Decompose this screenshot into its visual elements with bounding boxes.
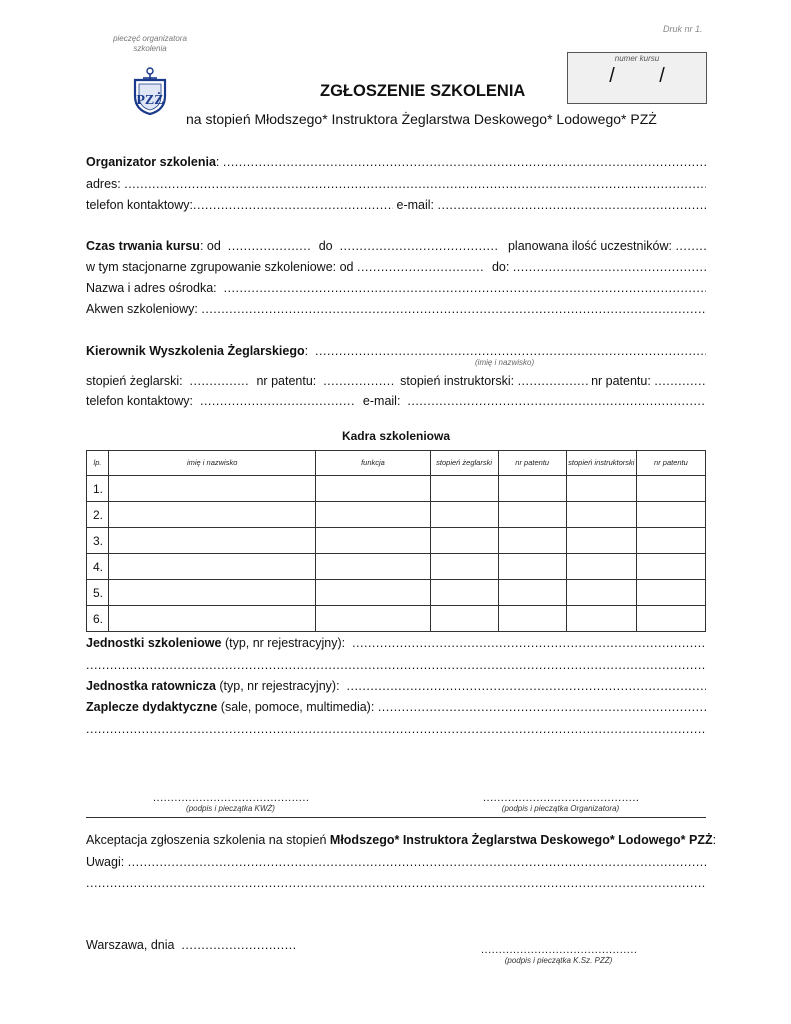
table-row	[87, 476, 706, 502]
cell-patent[interactable]	[498, 554, 566, 580]
org-contact-row[interactable]	[86, 198, 706, 215]
col-patent: nr patentu	[498, 451, 566, 476]
cell-name[interactable]	[109, 528, 316, 554]
training-units-field-2[interactable]	[86, 658, 706, 675]
cell-instructor-degree[interactable]	[566, 528, 636, 554]
table-row	[87, 554, 706, 580]
duration-from-field[interactable]	[228, 239, 312, 256]
staff-title: Kadra szkoleniowa	[341, 429, 451, 443]
cell-patent[interactable]	[498, 528, 566, 554]
col-sailing-degree: stopień żeglarski	[430, 451, 498, 476]
stationary-row[interactable]	[86, 260, 706, 277]
cell-sailing-degree[interactable]	[430, 528, 498, 554]
staff-header-row	[87, 451, 706, 476]
acceptance-line	[86, 833, 716, 847]
rescue-unit-hint: (typ, nr rejestracyjny):	[215, 679, 340, 693]
center-label: Nazwa i adres ośrodka:	[86, 281, 217, 295]
org-phone-label: telefon kontaktowy:	[86, 198, 194, 212]
table-row	[87, 606, 706, 632]
cell-patent[interactable]	[498, 580, 566, 606]
water-label: Akwen szkoleniowy:	[86, 302, 198, 316]
cell-patent-2[interactable]	[636, 502, 705, 528]
cell-name[interactable]	[109, 554, 316, 580]
water-row[interactable]	[86, 302, 706, 319]
acceptance-suffix: :	[712, 833, 717, 847]
pzz-logo-icon	[131, 66, 169, 116]
cell-patent-2[interactable]	[636, 606, 705, 632]
cell-function[interactable]	[316, 502, 430, 528]
organizer-label: Organizator szkolenia	[86, 155, 216, 169]
didactic-row[interactable]	[86, 700, 706, 717]
organizer-row[interactable]	[86, 155, 706, 172]
planned-field[interactable]	[675, 239, 706, 256]
col-lp: lp.	[87, 451, 109, 476]
duration-to-field[interactable]	[340, 239, 498, 256]
cell-name[interactable]	[109, 502, 316, 528]
cell-instructor-degree[interactable]	[566, 580, 636, 606]
manager-contact-row[interactable]	[86, 394, 706, 411]
acceptance-degree: Młodszego* Instruktora Żeglarstwa Deskowego* Lodowego* PZŻ	[329, 833, 713, 847]
org-phone-field[interactable]	[193, 198, 393, 215]
org-email-field[interactable]	[438, 198, 707, 215]
manager-email-field[interactable]	[407, 394, 706, 411]
signature-kszpzz[interactable]	[481, 938, 636, 965]
signature-kwz-label: (podpis i pieczątka KWŻ)	[186, 804, 275, 813]
duration-from-label: : od	[199, 239, 221, 253]
cell-instructor-degree[interactable]	[566, 606, 636, 632]
instructor-degree-field[interactable]	[518, 374, 588, 391]
cell-instructor-degree[interactable]	[566, 476, 636, 502]
cell-patent[interactable]	[498, 502, 566, 528]
signature-organizer-label: (podpis i pieczątka Organizatora)	[501, 804, 620, 813]
stamp-label	[100, 34, 200, 54]
address-label: adres:	[86, 177, 121, 191]
patent-label-2: nr patentu:	[591, 374, 651, 388]
cell-lp: 6.	[87, 606, 109, 632]
manager-row[interactable]	[86, 344, 706, 361]
duration-row[interactable]	[86, 239, 706, 256]
cell-lp: 3.	[87, 528, 109, 554]
signature-kszpzz-line[interactable]	[481, 944, 636, 956]
cell-lp: 4.	[87, 554, 109, 580]
remarks-field[interactable]	[128, 855, 706, 872]
cell-patent-2[interactable]	[636, 528, 705, 554]
manager-label: Kierownik Wyszkolenia Żeglarskiego	[86, 344, 305, 358]
cell-lp: 5.	[87, 580, 109, 606]
cell-patent-2[interactable]	[636, 580, 705, 606]
training-units-row-2[interactable]	[86, 658, 706, 675]
training-units-label: Jednostki szkoleniowe	[86, 636, 222, 650]
didactic-row-2[interactable]	[86, 722, 706, 739]
cell-function[interactable]	[316, 606, 430, 632]
patent-label-1: nr patentu:	[256, 374, 317, 388]
address-row[interactable]	[86, 177, 706, 194]
cell-lp: 1.	[87, 476, 109, 502]
duration-to-label: do	[318, 239, 333, 253]
remarks-field-2[interactable]	[86, 876, 706, 893]
cell-patent-2[interactable]	[636, 554, 705, 580]
cell-function[interactable]	[316, 528, 430, 554]
organizer-colon: :	[215, 155, 220, 169]
cell-name[interactable]	[109, 476, 316, 502]
section-divider	[86, 817, 706, 818]
remarks-label: Uwagi:	[86, 855, 125, 869]
manager-colon: :	[304, 344, 309, 358]
training-units-field[interactable]	[352, 636, 706, 653]
cell-sailing-degree[interactable]	[430, 606, 498, 632]
cell-instructor-degree[interactable]	[566, 554, 636, 580]
address-field[interactable]	[124, 177, 706, 194]
duration-label: Czas trwania kursu	[86, 239, 200, 253]
signature-kwz[interactable]	[153, 786, 308, 813]
stationary-to-field[interactable]	[513, 260, 706, 277]
cell-sailing-degree[interactable]	[430, 502, 498, 528]
col-name: imię i nazwisko	[109, 451, 316, 476]
page-title: ZGŁOSZENIE SZKOLENIA	[320, 82, 526, 100]
col-function: funkcja	[316, 451, 430, 476]
signature-organizer-line[interactable]	[483, 792, 638, 804]
didactic-field[interactable]	[378, 700, 706, 717]
sailing-degree-label: stopień żeglarski:	[86, 374, 183, 388]
cell-sailing-degree[interactable]	[430, 476, 498, 502]
cell-sailing-degree[interactable]	[430, 580, 498, 606]
table-row	[87, 502, 706, 528]
cell-name[interactable]	[109, 606, 316, 632]
table-row	[87, 528, 706, 554]
rescue-unit-field[interactable]	[347, 679, 707, 696]
course-number-slashes: / /	[609, 65, 665, 87]
acceptance-prefix: Akceptacja zgłoszenia szkolenia na stopień	[86, 833, 330, 847]
didactic-hint: (sale, pomoce, multimedia):	[217, 700, 375, 714]
patent-field-2[interactable]	[654, 374, 706, 391]
planned-label: planowana ilość uczestników:	[507, 239, 672, 253]
rescue-unit-label: Jednostka ratownicza	[86, 679, 216, 693]
page-subtitle: na stopień Młodszego* Instruktora Żeglarstwa Deskowego* Lodowego* PZŻ	[186, 111, 657, 127]
rescue-unit-row[interactable]	[86, 679, 706, 696]
cell-patent[interactable]	[498, 476, 566, 502]
cell-patent-2[interactable]	[636, 476, 705, 502]
cell-function[interactable]	[316, 476, 430, 502]
center-field[interactable]	[224, 281, 706, 298]
cell-instructor-degree[interactable]	[566, 502, 636, 528]
instructor-degree-label: stopień instruktorski:	[400, 374, 515, 388]
training-units-row[interactable]	[86, 636, 706, 653]
cell-function[interactable]	[316, 554, 430, 580]
stationary-from-field[interactable]	[357, 260, 485, 277]
logo-letters: PZŻ	[136, 93, 164, 108]
col-instructor-degree: stopień instruktorski	[566, 451, 636, 476]
patent-field-1[interactable]	[323, 374, 393, 391]
cell-lp: 2.	[87, 502, 109, 528]
didactic-label: Zaplecze dydaktyczne	[86, 700, 218, 714]
signature-kwz-line[interactable]	[153, 792, 308, 804]
cell-function[interactable]	[316, 580, 430, 606]
manager-phone-field[interactable]	[200, 394, 356, 411]
manager-email-label: e-mail:	[362, 394, 401, 408]
training-units-hint: (typ, nr rejestracyjny):	[221, 636, 346, 650]
manager-name-hint: (imię i nazwisko)	[475, 358, 535, 367]
org-email-label: e-mail:	[396, 198, 435, 212]
sailing-degree-field[interactable]	[190, 374, 250, 391]
place-date-label: Warszawa, dnia	[86, 938, 175, 952]
center-row[interactable]	[86, 281, 706, 298]
col-patent-2: nr patentu	[636, 451, 705, 476]
organizer-field[interactable]	[223, 155, 706, 172]
stationary-label: w tym stacjonarne zgrupowanie szkoleniowe: od	[86, 260, 354, 274]
cell-patent[interactable]	[498, 606, 566, 632]
manager-degree-row[interactable]	[86, 374, 706, 391]
signature-kszpzz-label: (podpis i pieczątka K.Sz. PZŻ)	[504, 956, 613, 965]
place-date-row[interactable]	[86, 938, 296, 955]
cell-sailing-degree[interactable]	[430, 554, 498, 580]
water-field[interactable]	[201, 302, 706, 319]
cell-name[interactable]	[109, 580, 316, 606]
didactic-field-2[interactable]	[86, 722, 706, 739]
staff-table	[86, 450, 706, 632]
stationary-to-label: do:	[491, 260, 510, 274]
course-number-label: numer kursu	[614, 54, 660, 63]
manager-phone-label: telefon kontaktowy:	[86, 394, 194, 408]
form-number: Druk nr 1.	[663, 24, 703, 34]
table-row	[87, 580, 706, 606]
remarks-row[interactable]	[86, 855, 706, 872]
remarks-row-2[interactable]	[86, 876, 706, 893]
date-field[interactable]	[181, 938, 296, 955]
stamp-label-line-2: szkolenia	[133, 44, 167, 53]
signature-organizer[interactable]	[483, 786, 638, 813]
course-number-box	[567, 52, 707, 104]
stamp-label-line-1: pieczęć organizatora	[113, 34, 187, 43]
